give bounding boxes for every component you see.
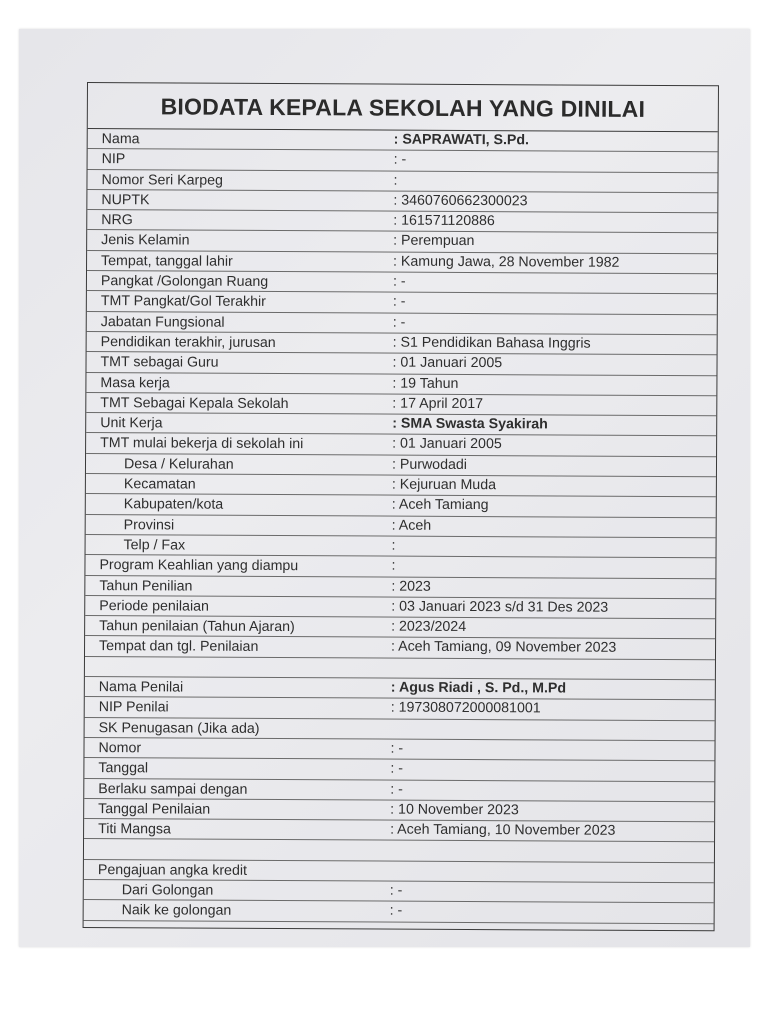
row-label: Periode penilaian bbox=[99, 597, 209, 615]
row-value: : 197308072000081001 bbox=[390, 699, 541, 717]
row-label: Tanggal Penilaian bbox=[98, 800, 211, 818]
row-value: : Aceh Tamiang, 09 November 2023 bbox=[391, 639, 617, 657]
row-label: Desa / Kelurahan bbox=[123, 455, 234, 473]
row-label: Unit Kerja bbox=[100, 415, 163, 432]
row-value: : bbox=[391, 537, 396, 554]
row-value: : Kamung Jawa, 28 November 1982 bbox=[393, 253, 620, 271]
row-label: Nama bbox=[101, 131, 140, 148]
row-label: TMT mulai bekerja di sekolah ini bbox=[100, 435, 304, 453]
row-value: : - bbox=[392, 314, 406, 331]
row-label: Tempat dan tgl. Penilaian bbox=[99, 638, 259, 656]
row-value: : Aceh bbox=[391, 517, 432, 534]
row-value: : 01 Januari 2005 bbox=[392, 354, 503, 372]
row-value: : 17 April 2017 bbox=[392, 395, 484, 412]
row-value: : SMA Swasta Syakirah bbox=[392, 415, 548, 433]
row-value: : Kejuruan Muda bbox=[391, 476, 497, 494]
form-title: BIODATA KEPALA SEKOLAH YANG DINILAI bbox=[88, 83, 718, 132]
row-value: : bbox=[391, 557, 396, 574]
row-value: : - bbox=[390, 781, 403, 798]
row-label: Nomor Seri Karpeg bbox=[101, 171, 223, 189]
row-label: Nomor bbox=[98, 739, 142, 757]
row-label: Tempat, tanggal lahir bbox=[101, 252, 233, 270]
row-value: : - bbox=[392, 273, 406, 290]
row-value: : - bbox=[390, 740, 404, 757]
row-label: Pengajuan angka kredit bbox=[97, 861, 248, 879]
row-value: : 03 Januari 2023 s/d 31 Des 2023 bbox=[391, 598, 609, 616]
row-label: Berlaku sampai dengan bbox=[98, 780, 248, 798]
row-value: : S1 Pendidikan Bahasa Inggris bbox=[392, 334, 591, 352]
row-value: : 3460760662300023 bbox=[393, 192, 528, 210]
row-value: : 161571120886 bbox=[393, 212, 495, 230]
row-label: Masa kerja bbox=[100, 374, 170, 392]
row-label: Tanggal bbox=[98, 760, 149, 777]
row-label: Kabupaten/kota bbox=[123, 496, 224, 514]
row-value: : 2023 bbox=[391, 578, 431, 595]
row-label: NRG bbox=[101, 212, 133, 229]
row-label: Program Keahlian yang diampu bbox=[99, 557, 299, 575]
row-label: Jenis Kelamin bbox=[101, 232, 190, 250]
row-label: Tahun penilaian (Tahun Ajaran) bbox=[99, 618, 295, 636]
document-photo bbox=[19, 29, 750, 947]
row-label: Jabatan Fungsional bbox=[100, 313, 225, 331]
row-value: : 19 Tahun bbox=[392, 375, 459, 392]
row-value: : Perempuan bbox=[393, 233, 475, 250]
row-value: : - bbox=[393, 151, 407, 168]
row-value: : - bbox=[389, 882, 403, 899]
row-label: NIP bbox=[101, 151, 126, 168]
row-label: TMT sebagai Guru bbox=[100, 354, 219, 371]
row-label: Telp / Fax bbox=[123, 537, 186, 554]
row-value: : Agus Riadi , S. Pd., M.Pd bbox=[390, 679, 567, 697]
row-label: Pendidikan terakhir, jurusan bbox=[100, 334, 276, 351]
row-label: NIP Penilai bbox=[98, 699, 169, 716]
row-value: : - bbox=[390, 760, 404, 777]
row-value: : SAPRAWATI, S.Pd. bbox=[393, 131, 530, 149]
row-label: TMT Pangkat/Gol Terakhir bbox=[100, 293, 266, 311]
form-rows bbox=[84, 129, 718, 924]
row-naik-ke-golongan bbox=[84, 900, 714, 924]
row-value: : 01 Januari 2005 bbox=[392, 436, 502, 453]
row-value: : - bbox=[389, 902, 403, 919]
row-label: Kecamatan bbox=[123, 476, 196, 493]
row-label: Pangkat /Golongan Ruang bbox=[100, 273, 269, 291]
row-label: Provinsi bbox=[123, 516, 175, 534]
row-label: TMT Sebagai Kepala Sekolah bbox=[100, 394, 289, 412]
biodata-form bbox=[83, 82, 719, 931]
row-value: : Aceh Tamiang bbox=[391, 496, 489, 514]
row-value: : 10 November 2023 bbox=[390, 801, 519, 819]
row-label: SK Penugasan (Jika ada) bbox=[98, 719, 260, 737]
row-value: : - bbox=[392, 293, 406, 311]
row-value: : bbox=[393, 172, 398, 189]
row-label: NUPTK bbox=[101, 191, 150, 209]
row-label: Dari Golongan bbox=[121, 882, 214, 899]
row-label: Titi Mangsa bbox=[98, 821, 171, 838]
row-value: : 2023/2024 bbox=[391, 618, 467, 636]
row-value: : Purwodadi bbox=[391, 456, 467, 473]
row-label: Tahun Penilian bbox=[99, 577, 193, 595]
row-label: Nama Penilai bbox=[98, 679, 184, 696]
row-value: : Aceh Tamiang, 10 November 2023 bbox=[390, 821, 616, 839]
row-label: Naik ke golongan bbox=[121, 902, 232, 920]
